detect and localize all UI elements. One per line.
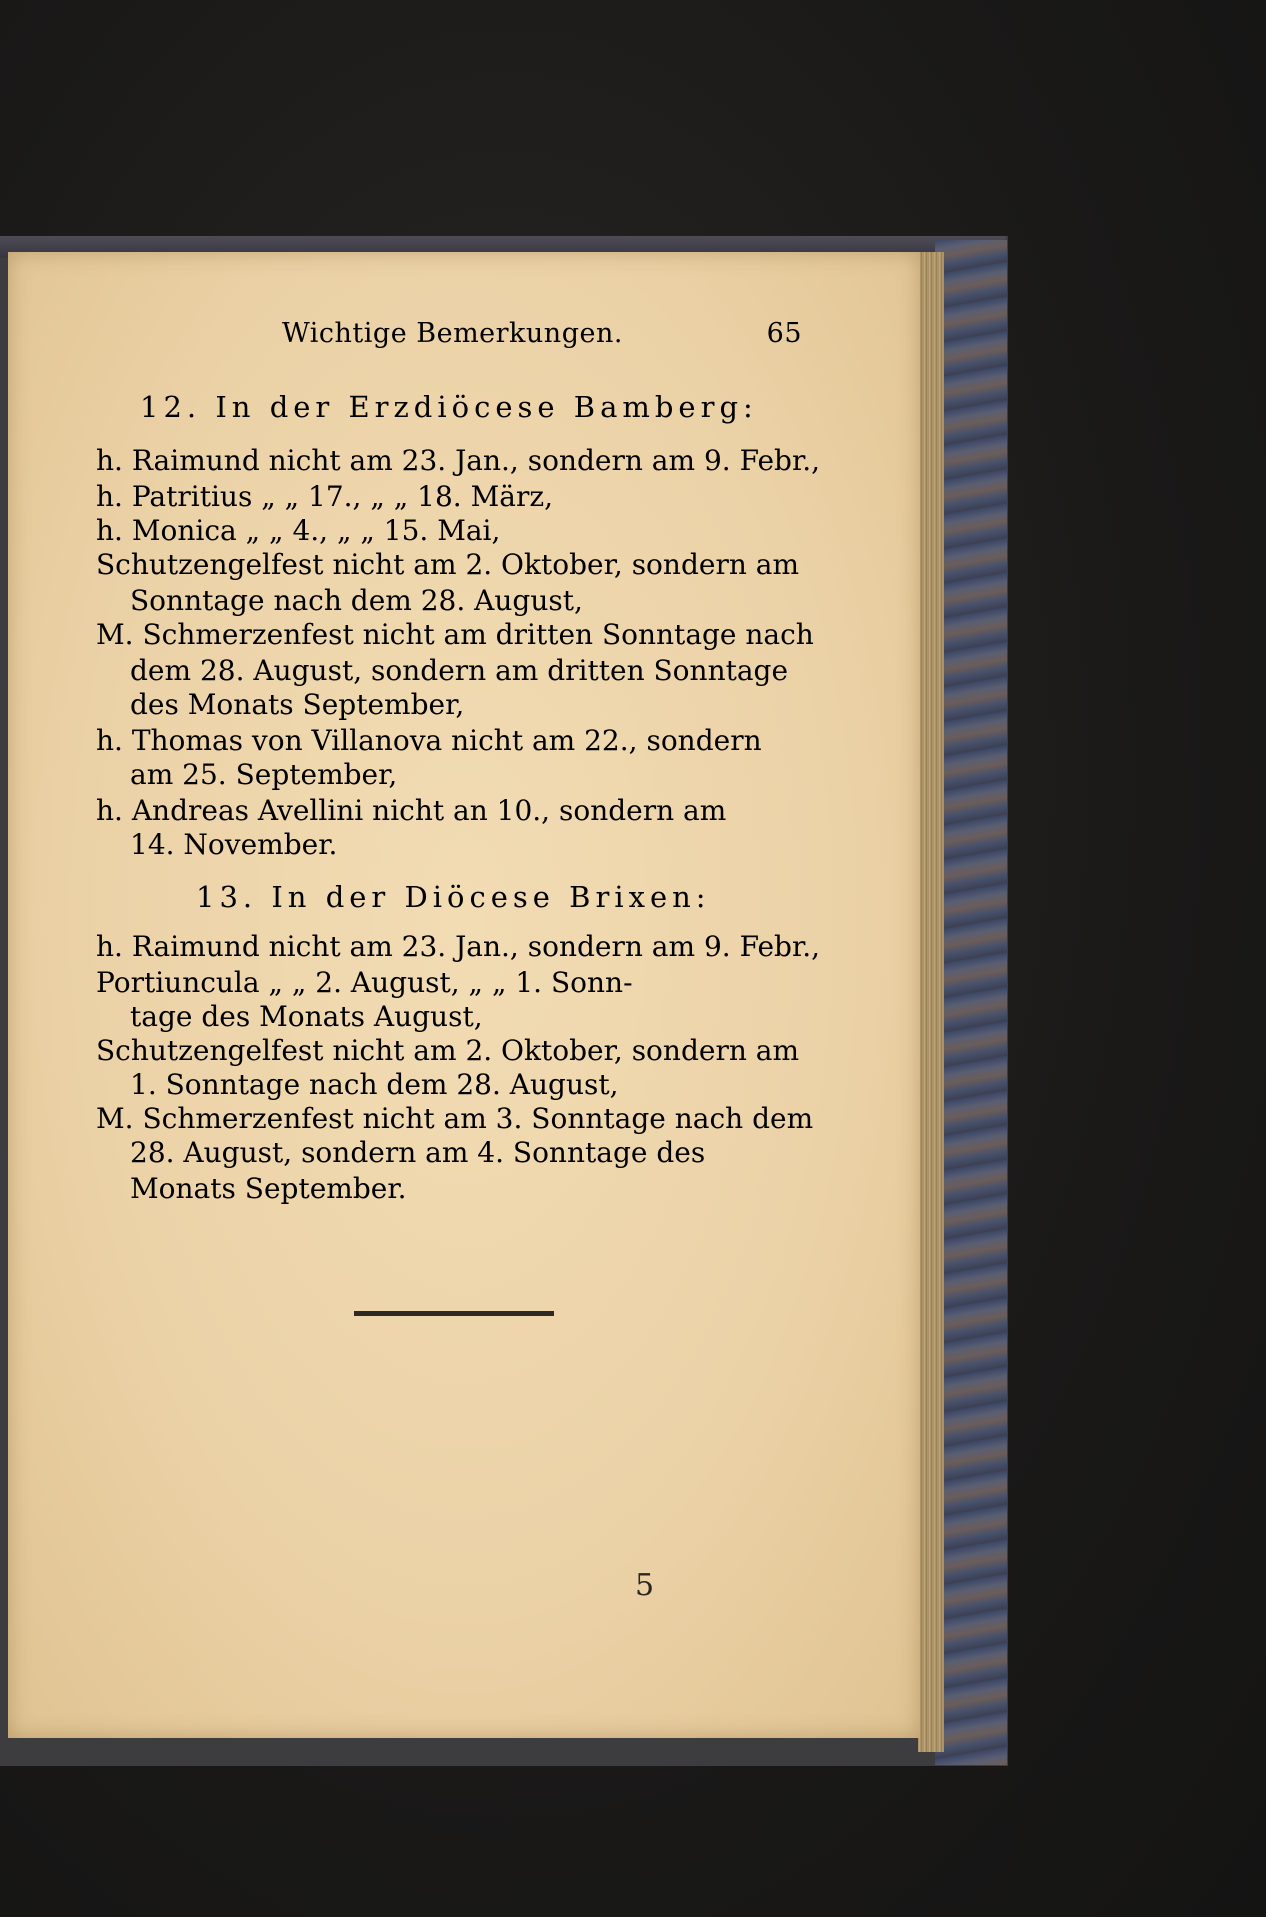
section-heading-bamberg: 12. In der Erzdiöcese Bamberg: bbox=[140, 390, 758, 424]
text-line: h. Raimund nicht am 23. Jan., sondern am 9. Febr., bbox=[96, 444, 821, 477]
text-line: 14. November. bbox=[130, 828, 338, 861]
text-line: am 25. September, bbox=[130, 758, 398, 791]
text-line: 1. Sonntage nach dem 28. August, bbox=[130, 1068, 619, 1101]
end-rule bbox=[354, 1311, 554, 1316]
text-line: h. Patritius „ „ 17., „ „ 18. März, bbox=[96, 480, 553, 513]
page-number: 65 bbox=[766, 318, 802, 349]
signature-mark: 5 bbox=[635, 1568, 655, 1603]
text-line: h. Monica „ „ 4., „ „ 15. Mai, bbox=[96, 514, 501, 547]
cover-marbled-edge bbox=[935, 240, 1007, 1765]
running-title: Wichtige Bemerkungen. bbox=[282, 318, 623, 349]
text-line: h. Andreas Avellini nicht an 10., sondern am bbox=[96, 794, 727, 827]
section-heading-brixen: 13. In der Diöcese Brixen: bbox=[196, 880, 711, 914]
text-line: h. Thomas von Villanova nicht am 22., sondern bbox=[96, 724, 762, 757]
text-line: Portiuncula „ „ 2. August, „ „ 1. Sonn- bbox=[96, 966, 633, 999]
text-line: Sonntage nach dem 28. August, bbox=[130, 584, 583, 617]
text-line: Monats September. bbox=[130, 1172, 407, 1205]
text-line: M. Schmerzenfest nicht am dritten Sonntage nach bbox=[96, 618, 814, 651]
text-line: h. Raimund nicht am 23. Jan., sondern am 9. Febr., bbox=[96, 930, 821, 963]
text-line: Schutzengelfest nicht am 2. Oktober, sondern am bbox=[96, 548, 800, 581]
text-line: 28. August, sondern am 4. Sonntage des bbox=[130, 1136, 706, 1169]
page-edges bbox=[918, 252, 944, 1752]
text-line: M. Schmerzenfest nicht am 3. Sonntage nach dem bbox=[96, 1102, 814, 1135]
text-line: dem 28. August, sondern am dritten Sonntage bbox=[130, 654, 789, 687]
text-line: tage des Monats August, bbox=[130, 1000, 483, 1033]
text-line: des Monats September, bbox=[130, 688, 465, 721]
text-line: Schutzengelfest nicht am 2. Oktober, sondern am bbox=[96, 1034, 800, 1067]
running-header bbox=[282, 318, 810, 358]
